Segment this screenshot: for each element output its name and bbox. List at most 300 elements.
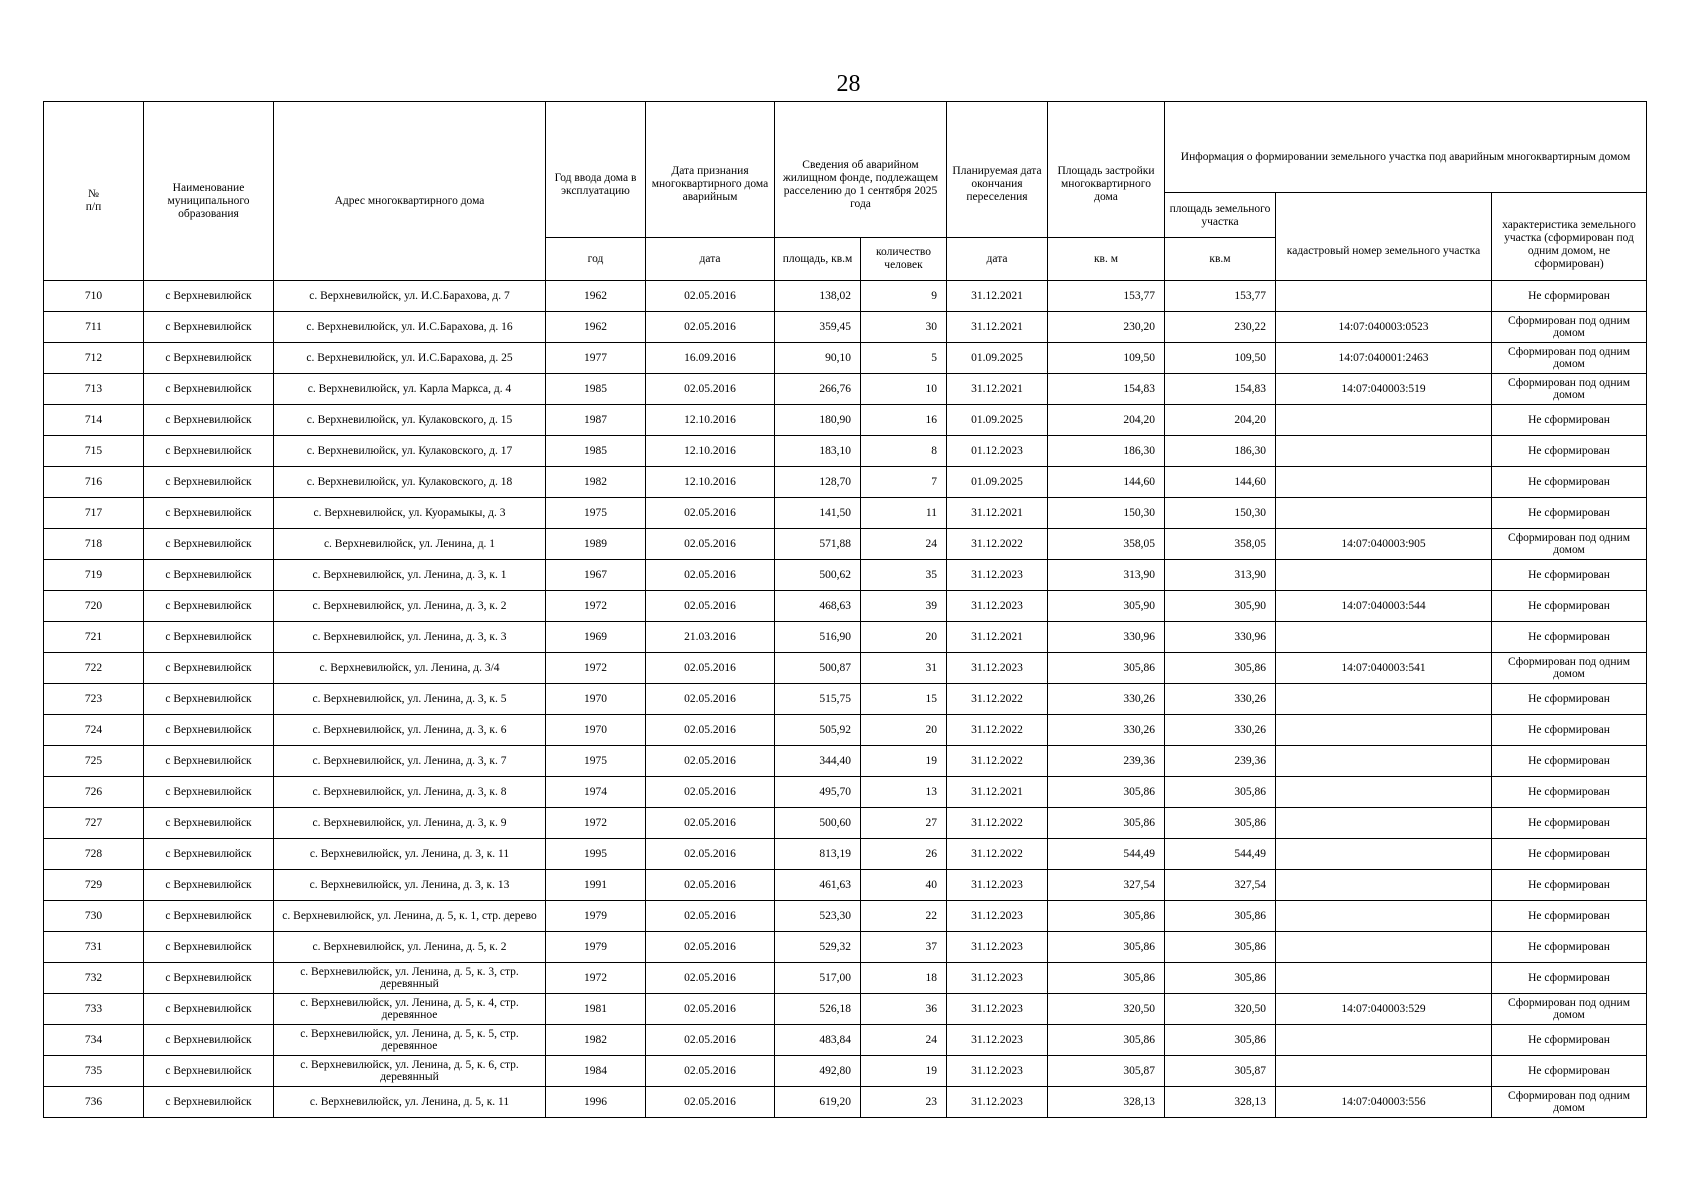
land-area-cell: 144,60 — [1165, 467, 1276, 498]
table-row — [44, 715, 1647, 746]
municipality-cell: с Верхневилюйск — [144, 467, 274, 498]
address-cell: с. Верхневилюйск, ул. Ленина, д. 3, к. 9 — [274, 808, 546, 839]
row-number: 714 — [44, 405, 144, 436]
municipality-cell: с Верхневилюйск — [144, 281, 274, 312]
header-date-emergency: Дата признания многоквартирного дома аварийным — [646, 102, 775, 238]
land-area-cell: 305,86 — [1165, 808, 1276, 839]
people-cell: 5 — [861, 343, 947, 374]
land-char-cell: Не сформирован — [1492, 715, 1647, 746]
year-cell: 1982 — [546, 1025, 646, 1056]
cadastral-cell — [1276, 808, 1492, 839]
address-cell: с. Верхневилюйск, ул. Ленина, д. 3, к. 7 — [274, 746, 546, 777]
row-number: 720 — [44, 591, 144, 622]
area-cell: 500,87 — [775, 653, 861, 684]
planned-date-cell: 01.09.2025 — [947, 405, 1048, 436]
planned-date-cell: 31.12.2021 — [947, 281, 1048, 312]
area-cell: 90,10 — [775, 343, 861, 374]
emergency-date-cell: 02.05.2016 — [646, 901, 775, 932]
area-cell: 515,75 — [775, 684, 861, 715]
building-area-cell: 330,96 — [1048, 622, 1165, 653]
people-cell: 31 — [861, 653, 947, 684]
municipality-cell: с Верхневилюйск — [144, 1087, 274, 1118]
land-char-cell: Не сформирован — [1492, 1025, 1647, 1056]
land-area-cell: 313,90 — [1165, 560, 1276, 591]
address-cell: с. Верхневилюйск, ул. Кулаковского, д. 17 — [274, 436, 546, 467]
land-char-cell: Не сформирован — [1492, 808, 1647, 839]
address-cell: с. Верхневилюйск, ул. Ленина, д. 3, к. 2 — [274, 591, 546, 622]
table-row — [44, 1025, 1647, 1056]
row-number: 716 — [44, 467, 144, 498]
building-area-cell: 153,77 — [1048, 281, 1165, 312]
cadastral-cell: 14:07:040003:544 — [1276, 591, 1492, 622]
table-row — [44, 653, 1647, 684]
land-area-cell: 358,05 — [1165, 529, 1276, 560]
row-number: 731 — [44, 932, 144, 963]
building-area-cell: 230,20 — [1048, 312, 1165, 343]
area-cell: 128,70 — [775, 467, 861, 498]
land-char-cell: Не сформирован — [1492, 405, 1647, 436]
emergency-date-cell: 02.05.2016 — [646, 560, 775, 591]
table-row — [44, 932, 1647, 963]
year-cell: 1982 — [546, 467, 646, 498]
year-cell: 1989 — [546, 529, 646, 560]
area-cell: 495,70 — [775, 777, 861, 808]
land-area-cell: 305,87 — [1165, 1056, 1276, 1087]
row-number: 734 — [44, 1025, 144, 1056]
header-num: № п/п — [44, 102, 144, 281]
cadastral-cell — [1276, 405, 1492, 436]
people-cell: 8 — [861, 436, 947, 467]
cadastral-cell — [1276, 498, 1492, 529]
cadastral-cell: 14:07:040003:0523 — [1276, 312, 1492, 343]
emergency-date-cell: 02.05.2016 — [646, 715, 775, 746]
land-area-cell: 305,86 — [1165, 901, 1276, 932]
planned-date-cell: 31.12.2023 — [947, 994, 1048, 1025]
land-area-cell: 330,26 — [1165, 684, 1276, 715]
area-cell: 571,88 — [775, 529, 861, 560]
land-char-cell: Не сформирован — [1492, 281, 1647, 312]
row-number: 723 — [44, 684, 144, 715]
emergency-date-cell: 02.05.2016 — [646, 994, 775, 1025]
area-cell: 468,63 — [775, 591, 861, 622]
people-cell: 20 — [861, 715, 947, 746]
planned-date-cell: 01.09.2025 — [947, 467, 1048, 498]
land-char-cell: Сформирован под одним домом — [1492, 994, 1647, 1025]
emergency-date-cell: 12.10.2016 — [646, 467, 775, 498]
header-building-area: Площадь застройки многоквартирного дома — [1048, 102, 1165, 238]
planned-date-cell: 31.12.2023 — [947, 591, 1048, 622]
area-cell: 180,90 — [775, 405, 861, 436]
planned-date-cell: 31.12.2021 — [947, 622, 1048, 653]
building-area-cell: 330,26 — [1048, 715, 1165, 746]
land-char-cell: Сформирован под одним домом — [1492, 1087, 1647, 1118]
people-cell: 37 — [861, 932, 947, 963]
people-cell: 27 — [861, 808, 947, 839]
land-area-cell: 305,86 — [1165, 932, 1276, 963]
emergency-date-cell: 02.05.2016 — [646, 498, 775, 529]
year-cell: 1962 — [546, 312, 646, 343]
people-cell: 24 — [861, 1025, 947, 1056]
land-char-cell: Сформирован под одним домом — [1492, 343, 1647, 374]
planned-date-cell: 31.12.2023 — [947, 1025, 1048, 1056]
people-cell: 20 — [861, 622, 947, 653]
land-area-cell: 305,86 — [1165, 777, 1276, 808]
municipality-cell: с Верхневилюйск — [144, 374, 274, 405]
land-area-cell: 154,83 — [1165, 374, 1276, 405]
year-cell: 1970 — [546, 715, 646, 746]
planned-date-cell: 31.12.2023 — [947, 1087, 1048, 1118]
people-cell: 39 — [861, 591, 947, 622]
emergency-date-cell: 21.03.2016 — [646, 622, 775, 653]
building-area-cell: 305,86 — [1048, 653, 1165, 684]
address-cell: с. Верхневилюйск, ул. Ленина, д. 3, к. 11 — [274, 839, 546, 870]
emergency-date-cell: 02.05.2016 — [646, 746, 775, 777]
building-area-cell: 305,86 — [1048, 808, 1165, 839]
land-char-cell: Не сформирован — [1492, 591, 1647, 622]
municipality-cell: с Верхневилюйск — [144, 932, 274, 963]
land-char-cell: Не сформирован — [1492, 560, 1647, 591]
building-area-cell: 330,26 — [1048, 684, 1165, 715]
cadastral-cell: 14:07:040003:556 — [1276, 1087, 1492, 1118]
land-char-cell: Не сформирован — [1492, 467, 1647, 498]
row-number: 729 — [44, 870, 144, 901]
area-cell: 138,02 — [775, 281, 861, 312]
year-cell: 1995 — [546, 839, 646, 870]
year-cell: 1987 — [546, 405, 646, 436]
land-area-cell: 320,50 — [1165, 994, 1276, 1025]
year-cell: 1981 — [546, 994, 646, 1025]
table-row — [44, 436, 1647, 467]
municipality-cell: с Верхневилюйск — [144, 529, 274, 560]
header-address: Адрес многоквартирного дома — [274, 102, 546, 281]
cadastral-cell — [1276, 622, 1492, 653]
municipality-cell: с Верхневилюйск — [144, 343, 274, 374]
cadastral-cell — [1276, 1025, 1492, 1056]
emergency-date-cell: 02.05.2016 — [646, 374, 775, 405]
planned-date-cell: 31.12.2022 — [947, 808, 1048, 839]
planned-date-cell: 31.12.2023 — [947, 560, 1048, 591]
people-cell: 19 — [861, 1056, 947, 1087]
emergency-date-cell: 02.05.2016 — [646, 653, 775, 684]
building-area-cell: 327,54 — [1048, 870, 1165, 901]
emergency-date-cell: 02.05.2016 — [646, 1087, 775, 1118]
area-cell: 813,19 — [775, 839, 861, 870]
year-cell: 1985 — [546, 374, 646, 405]
emergency-housing-table — [43, 101, 1647, 1118]
area-cell: 523,30 — [775, 901, 861, 932]
table-row — [44, 963, 1647, 994]
land-char-cell: Сформирован под одним домом — [1492, 653, 1647, 684]
header-year-built: Год ввода дома в эксплуатацию — [546, 102, 646, 238]
building-area-cell: 328,13 — [1048, 1087, 1165, 1118]
year-cell: 1984 — [546, 1056, 646, 1087]
people-cell: 26 — [861, 839, 947, 870]
address-cell: с. Верхневилюйск, ул. Кулаковского, д. 18 — [274, 467, 546, 498]
table-row — [44, 622, 1647, 653]
row-number: 732 — [44, 963, 144, 994]
header-unit-area: площадь, кв.м — [775, 238, 861, 281]
year-cell: 1967 — [546, 560, 646, 591]
land-area-cell: 544,49 — [1165, 839, 1276, 870]
area-cell: 492,80 — [775, 1056, 861, 1087]
planned-date-cell: 31.12.2021 — [947, 312, 1048, 343]
land-area-cell: 305,86 — [1165, 1025, 1276, 1056]
land-area-cell: 204,20 — [1165, 405, 1276, 436]
people-cell: 10 — [861, 374, 947, 405]
people-cell: 7 — [861, 467, 947, 498]
row-number: 736 — [44, 1087, 144, 1118]
land-char-cell: Не сформирован — [1492, 622, 1647, 653]
row-number: 722 — [44, 653, 144, 684]
page-number: 28 — [836, 71, 861, 97]
cadastral-cell — [1276, 870, 1492, 901]
planned-date-cell: 31.12.2023 — [947, 653, 1048, 684]
table-row — [44, 808, 1647, 839]
year-cell: 1977 — [546, 343, 646, 374]
emergency-date-cell: 12.10.2016 — [646, 405, 775, 436]
land-char-cell: Не сформирован — [1492, 870, 1647, 901]
year-cell: 1985 — [546, 436, 646, 467]
table-row — [44, 870, 1647, 901]
year-cell: 1991 — [546, 870, 646, 901]
row-number: 718 — [44, 529, 144, 560]
municipality-cell: с Верхневилюйск — [144, 312, 274, 343]
row-number: 726 — [44, 777, 144, 808]
row-number: 713 — [44, 374, 144, 405]
cadastral-cell — [1276, 963, 1492, 994]
cadastral-cell — [1276, 932, 1492, 963]
row-number: 728 — [44, 839, 144, 870]
land-area-cell: 305,90 — [1165, 591, 1276, 622]
emergency-date-cell: 02.05.2016 — [646, 963, 775, 994]
address-cell: с. Верхневилюйск, ул. Ленина, д. 5, к. 1, стр. дерево — [274, 901, 546, 932]
municipality-cell: с Верхневилюйск — [144, 684, 274, 715]
cadastral-cell — [1276, 1056, 1492, 1087]
land-char-cell: Не сформирован — [1492, 963, 1647, 994]
people-cell: 40 — [861, 870, 947, 901]
table-body — [44, 281, 1647, 1118]
header-cadastral: кадастровый номер земельного участка — [1276, 193, 1492, 281]
planned-date-cell: 31.12.2022 — [947, 684, 1048, 715]
area-cell: 359,45 — [775, 312, 861, 343]
table-row — [44, 1056, 1647, 1087]
people-cell: 15 — [861, 684, 947, 715]
area-cell: 500,62 — [775, 560, 861, 591]
table-row — [44, 746, 1647, 777]
address-cell: с. Верхневилюйск, ул. Ленина, д. 5, к. 6, стр. деревянный — [274, 1056, 546, 1087]
table-row — [44, 994, 1647, 1025]
municipality-cell: с Верхневилюйск — [144, 1056, 274, 1087]
emergency-date-cell: 02.05.2016 — [646, 529, 775, 560]
address-cell: с. Верхневилюйск, ул. И.С.Барахова, д. 25 — [274, 343, 546, 374]
row-number: 733 — [44, 994, 144, 1025]
row-number: 712 — [44, 343, 144, 374]
year-cell: 1972 — [546, 653, 646, 684]
area-cell: 183,10 — [775, 436, 861, 467]
land-area-cell: 327,54 — [1165, 870, 1276, 901]
cadastral-cell: 14:07:040003:519 — [1276, 374, 1492, 405]
building-area-cell: 305,86 — [1048, 1025, 1165, 1056]
emergency-date-cell: 02.05.2016 — [646, 281, 775, 312]
land-char-cell: Не сформирован — [1492, 932, 1647, 963]
cadastral-cell — [1276, 746, 1492, 777]
address-cell: с. Верхневилюйск, ул. Ленина, д. 5, к. 11 — [274, 1087, 546, 1118]
area-cell: 141,50 — [775, 498, 861, 529]
address-cell: с. Верхневилюйск, ул. Кулаковского, д. 15 — [274, 405, 546, 436]
area-cell: 483,84 — [775, 1025, 861, 1056]
table-row — [44, 901, 1647, 932]
header-emergency-fund: Сведения об аварийном жилищном фонде, подлежащем расселению до 1 сентября 2025 года — [775, 102, 947, 238]
municipality-cell: с Верхневилюйск — [144, 839, 274, 870]
land-area-cell: 239,36 — [1165, 746, 1276, 777]
table-row — [44, 405, 1647, 436]
table-row — [44, 591, 1647, 622]
building-area-cell: 305,87 — [1048, 1056, 1165, 1087]
year-cell: 1962 — [546, 281, 646, 312]
address-cell: с. Верхневилюйск, ул. И.С.Барахова, д. 7 — [274, 281, 546, 312]
land-area-cell: 328,13 — [1165, 1087, 1276, 1118]
area-cell: 344,40 — [775, 746, 861, 777]
table-row — [44, 467, 1647, 498]
row-number: 710 — [44, 281, 144, 312]
emergency-date-cell: 02.05.2016 — [646, 591, 775, 622]
municipality-cell: с Верхневилюйск — [144, 560, 274, 591]
address-cell: с. Верхневилюйск, ул. Ленина, д. 5, к. 3, стр. деревянный — [274, 963, 546, 994]
land-char-cell: Не сформирован — [1492, 498, 1647, 529]
table-row — [44, 560, 1647, 591]
cadastral-cell: 14:07:040003:541 — [1276, 653, 1492, 684]
municipality-cell: с Верхневилюйск — [144, 746, 274, 777]
year-cell: 1972 — [546, 591, 646, 622]
cadastral-cell — [1276, 684, 1492, 715]
emergency-date-cell: 16.09.2016 — [646, 343, 775, 374]
area-cell: 619,20 — [775, 1087, 861, 1118]
area-cell: 500,60 — [775, 808, 861, 839]
year-cell: 1979 — [546, 932, 646, 963]
table-row — [44, 839, 1647, 870]
planned-date-cell: 01.09.2025 — [947, 343, 1048, 374]
land-area-cell: 330,26 — [1165, 715, 1276, 746]
building-area-cell: 305,90 — [1048, 591, 1165, 622]
row-number: 724 — [44, 715, 144, 746]
address-cell: с. Верхневилюйск, ул. Ленина, д. 5, к. 2 — [274, 932, 546, 963]
table-row — [44, 374, 1647, 405]
area-cell: 516,90 — [775, 622, 861, 653]
address-cell: с. Верхневилюйск, ул. Куорамыкы, д. 3 — [274, 498, 546, 529]
building-area-cell: 305,86 — [1048, 932, 1165, 963]
planned-date-cell: 31.12.2022 — [947, 839, 1048, 870]
header-unit-sqm2: кв.м — [1165, 238, 1276, 281]
row-number: 727 — [44, 808, 144, 839]
municipality-cell: с Верхневилюйск — [144, 808, 274, 839]
cadastral-cell — [1276, 715, 1492, 746]
header-unit-year: год — [546, 238, 646, 281]
table-row — [44, 281, 1647, 312]
header-planned-date: Планируемая дата окончания переселения — [947, 102, 1048, 238]
emergency-date-cell: 02.05.2016 — [646, 312, 775, 343]
planned-date-cell: 31.12.2023 — [947, 963, 1048, 994]
building-area-cell: 313,90 — [1048, 560, 1165, 591]
building-area-cell: 150,30 — [1048, 498, 1165, 529]
building-area-cell: 186,30 — [1048, 436, 1165, 467]
emergency-date-cell: 02.05.2016 — [646, 870, 775, 901]
year-cell: 1970 — [546, 684, 646, 715]
row-number: 719 — [44, 560, 144, 591]
cadastral-cell — [1276, 436, 1492, 467]
emergency-date-cell: 02.05.2016 — [646, 684, 775, 715]
land-char-cell: Сформирован под одним домом — [1492, 374, 1647, 405]
address-cell: с. Верхневилюйск, ул. Ленина, д. 3, к. 5 — [274, 684, 546, 715]
planned-date-cell: 31.12.2023 — [947, 870, 1048, 901]
area-cell: 529,32 — [775, 932, 861, 963]
land-area-cell: 186,30 — [1165, 436, 1276, 467]
emergency-date-cell: 02.05.2016 — [646, 808, 775, 839]
address-cell: с. Верхневилюйск, ул. Ленина, д. 1 — [274, 529, 546, 560]
year-cell: 1996 — [546, 1087, 646, 1118]
row-number: 730 — [44, 901, 144, 932]
people-cell: 19 — [861, 746, 947, 777]
building-area-cell: 305,86 — [1048, 901, 1165, 932]
planned-date-cell: 31.12.2021 — [947, 374, 1048, 405]
land-char-cell: Сформирован под одним домом — [1492, 529, 1647, 560]
municipality-cell: с Верхневилюйск — [144, 994, 274, 1025]
table-header — [44, 102, 1647, 281]
land-char-cell: Не сформирован — [1492, 436, 1647, 467]
row-number: 717 — [44, 498, 144, 529]
planned-date-cell: 31.12.2021 — [947, 498, 1048, 529]
land-area-cell: 153,77 — [1165, 281, 1276, 312]
area-cell: 517,00 — [775, 963, 861, 994]
municipality-cell: с Верхневилюйск — [144, 436, 274, 467]
address-cell: с. Верхневилюйск, ул. Ленина, д. 3, к. 3 — [274, 622, 546, 653]
people-cell: 23 — [861, 1087, 947, 1118]
land-area-cell: 230,22 — [1165, 312, 1276, 343]
table-row — [44, 498, 1647, 529]
cadastral-cell: 14:07:040001:2463 — [1276, 343, 1492, 374]
header-unit-date: дата — [646, 238, 775, 281]
people-cell: 22 — [861, 901, 947, 932]
planned-date-cell: 31.12.2022 — [947, 529, 1048, 560]
building-area-cell: 154,83 — [1048, 374, 1165, 405]
people-cell: 11 — [861, 498, 947, 529]
table-row — [44, 777, 1647, 808]
row-number: 735 — [44, 1056, 144, 1087]
address-cell: с. Верхневилюйск, ул. Карла Маркса, д. 4 — [274, 374, 546, 405]
area-cell: 461,63 — [775, 870, 861, 901]
cadastral-cell: 14:07:040003:529 — [1276, 994, 1492, 1025]
municipality-cell: с Верхневилюйск — [144, 653, 274, 684]
building-area-cell: 358,05 — [1048, 529, 1165, 560]
table-row — [44, 1087, 1647, 1118]
municipality-cell: с Верхневилюйск — [144, 870, 274, 901]
row-number: 721 — [44, 622, 144, 653]
people-cell: 9 — [861, 281, 947, 312]
year-cell: 1975 — [546, 498, 646, 529]
building-area-cell: 305,86 — [1048, 963, 1165, 994]
people-cell: 36 — [861, 994, 947, 1025]
cadastral-cell — [1276, 777, 1492, 808]
land-char-cell: Не сформирован — [1492, 839, 1647, 870]
planned-date-cell: 31.12.2023 — [947, 901, 1048, 932]
year-cell: 1972 — [546, 963, 646, 994]
year-cell: 1974 — [546, 777, 646, 808]
people-cell: 13 — [861, 777, 947, 808]
address-cell: с. Верхневилюйск, ул. Ленина, д. 3/4 — [274, 653, 546, 684]
land-area-cell: 330,96 — [1165, 622, 1276, 653]
land-char-cell: Не сформирован — [1492, 684, 1647, 715]
planned-date-cell: 31.12.2022 — [947, 715, 1048, 746]
municipality-cell: с Верхневилюйск — [144, 901, 274, 932]
